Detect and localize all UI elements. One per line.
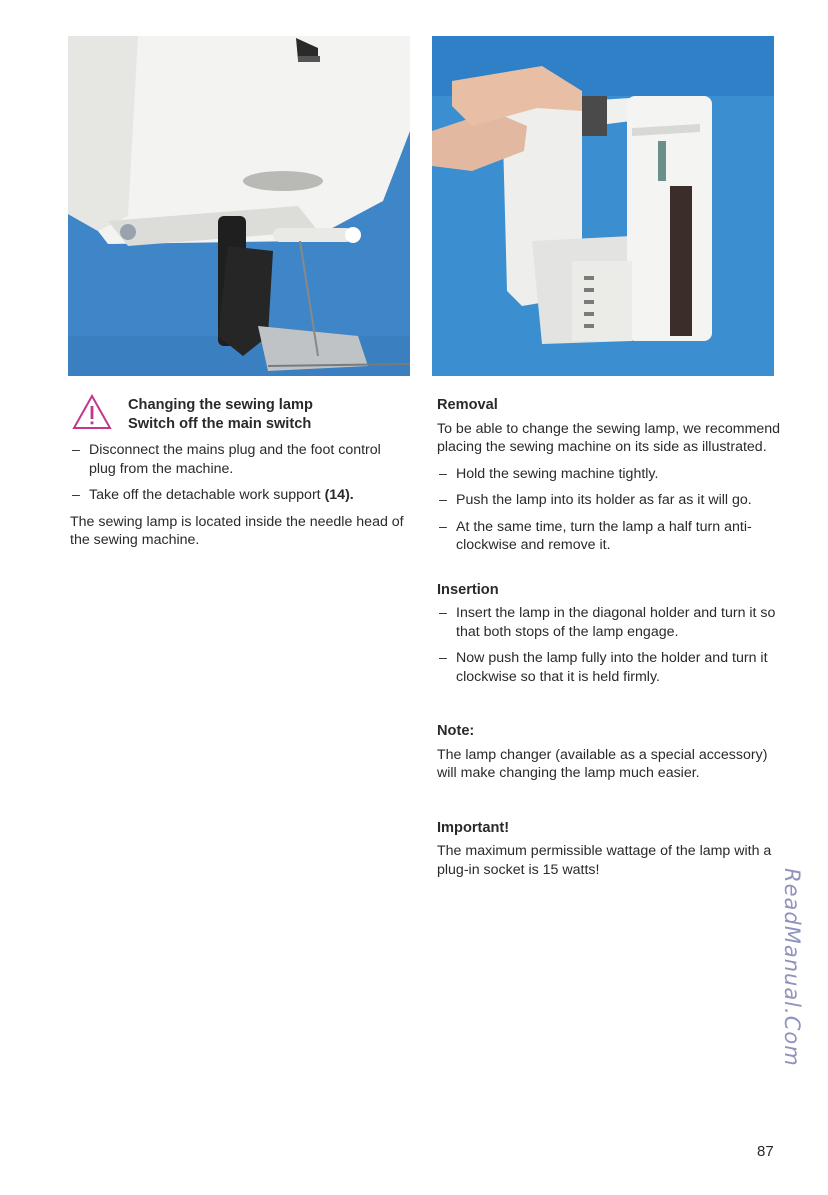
page-number: 87: [757, 1143, 774, 1160]
list-item: – Take off the detachable work support (14).: [70, 486, 410, 505]
warning-block: [70, 396, 410, 433]
list-item: – Push the lamp into its holder as far as it will go.: [437, 491, 782, 510]
removal-intro: To be able to change the sewing lamp, we recommend placing the sewing machine on its side as illustrated.: [437, 420, 781, 455]
list-item: – Hold the sewing machine tightly.: [437, 465, 782, 484]
insertion-heading: Insertion: [437, 581, 499, 598]
left-column: [70, 396, 410, 558]
machine-side-photo: [432, 36, 774, 376]
list-item: – Disconnect the mains plug and the foot control plug from the machine.: [70, 441, 410, 478]
note-text: The lamp changer (available as a special accessory) will make changing the lamp much easier.: [437, 746, 768, 781]
removal-heading: Removal: [437, 397, 498, 413]
list-item: – Insert the lamp in the diagonal holder and turn it so that both stops of the lamp engage.: [437, 604, 782, 641]
warning-title-1: Changing the sewing lamp: [128, 397, 313, 413]
watermark: ReadManual.Com: [780, 868, 804, 1067]
warning-title-2: Switch off the main switch: [128, 415, 312, 432]
warning-triangle-icon: [72, 394, 112, 430]
important-text: The maximum permissible wattage of the lamp with a plug-in socket is 15 watts!: [437, 843, 772, 878]
lamp-location-text: The sewing lamp is located inside the needle head of the sewing machine.: [70, 513, 404, 548]
important-heading: Important!: [437, 819, 510, 836]
work-support-ref: (14).: [324, 487, 354, 503]
right-column: [437, 396, 782, 887]
list-item: – Now push the lamp fully into the holder and turn it clockwise so that it is held firmly.: [437, 649, 782, 686]
list-item: – At the same time, turn the lamp a half turn anti-clockwise and remove it.: [437, 518, 782, 555]
note-heading: Note:: [437, 723, 475, 739]
needle-head-photo: [68, 36, 410, 376]
